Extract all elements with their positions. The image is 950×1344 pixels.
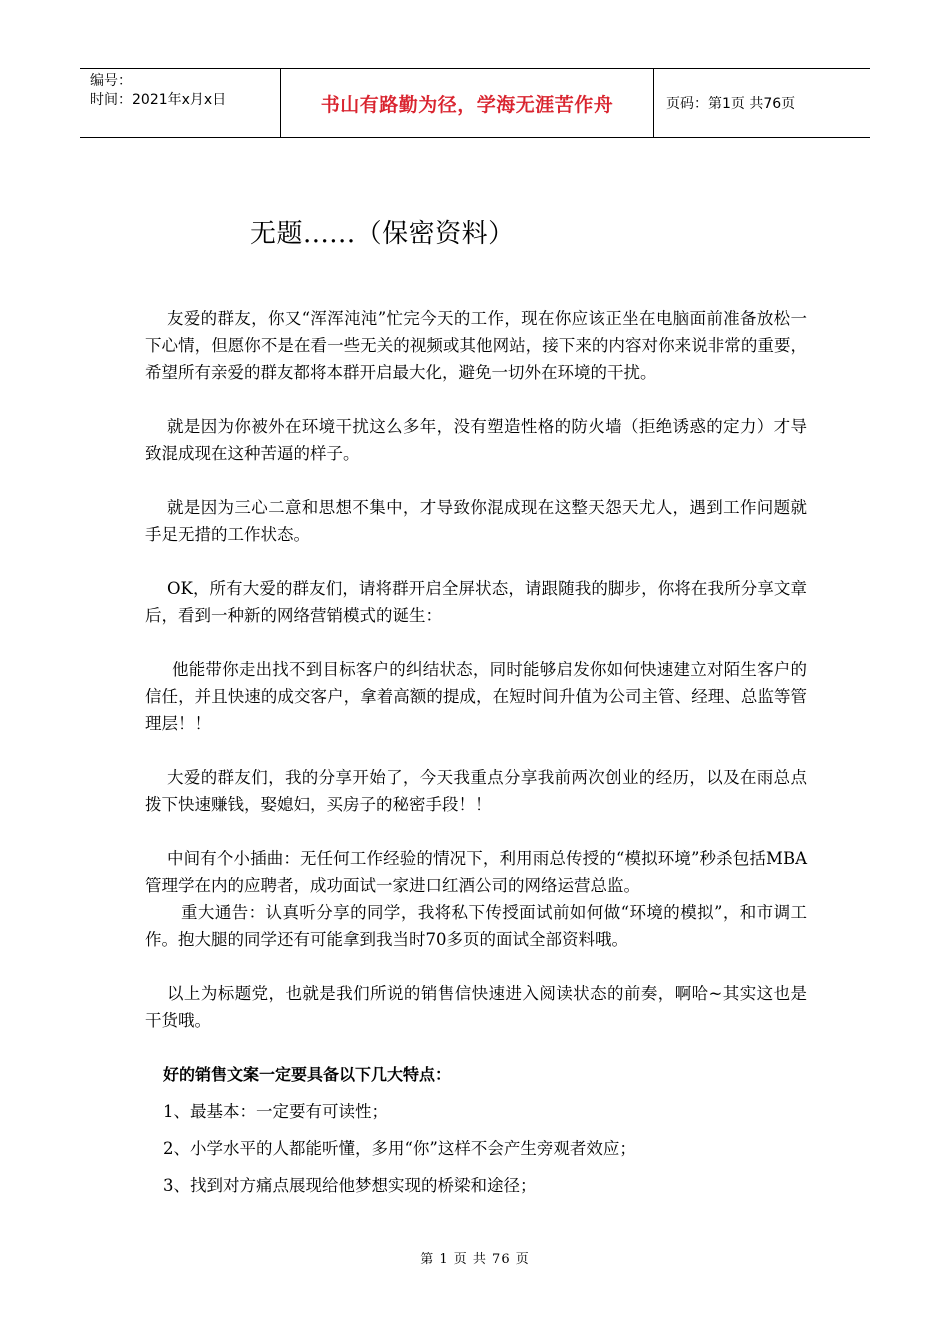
paragraph: 就是因为你被外在环境干扰这么多年，没有塑造性格的防火墙（拒绝诱惑的定力）才导致混成现在这种苦逼的样子。 [145, 417, 807, 463]
section-heading: 好的销售文案一定要具备以下几大特点： [163, 1065, 452, 1084]
list-item: 1、最基本：一定要有可读性； [163, 1102, 388, 1121]
list-item: 2、小学水平的人都能听懂，多用“你”这样不会产生旁观者效应； [163, 1139, 636, 1158]
time-label: 时间：2021年x月x日 [90, 92, 227, 108]
paragraph: 他能带你走出找不到目标客户的纠结状态，同时能够启发你如何快速建立对陌生客户的信任，并且快速的成交客户，拿着高额的提成，在短时间升值为公司主管、经理、总监等管理层！！ [145, 660, 807, 733]
document-title: 无题......（保密资料） [250, 219, 515, 249]
number-label: 编号： [90, 73, 132, 89]
paragraph: 就是因为三心二意和思想不集中，才导致你混成现在这整天怨天尤人，遇到工作问题就手足无措的工作状态。 [145, 498, 807, 544]
header-meta [80, 69, 281, 137]
paragraph: 重大通告：认真听分享的同学，我将私下传授面试前如何做“环境的模拟”，和市调工作。抱大腿的同学还有可能拿到我当时70多页的面试全部资料哦。 [145, 903, 807, 949]
paragraph: 中间有个小插曲：无任何工作经验的情况下，利用雨总传授的“模拟环境”秒杀包括MBA管理学在内的应聘者，成功面试一家进口红酒公司的网络运营总监。 [145, 849, 807, 895]
list-item: 3、找到对方痛点展现给他梦想实现的桥梁和途径； [163, 1176, 537, 1195]
header-motto: 书山有路勤为径，学海无涯苦作舟 [281, 69, 654, 137]
paragraph: 友爱的群友，你又“浑浑沌沌”忙完今天的工作，现在你应该正坐在电脑面前准备放松一下心情，但愿你不是在看一些无关的视频或其他网站，接下来的内容对你来说非常的重要，希望所有亲爱的群友都将本群开启最大化，避免一切外在环境的干扰。 [145, 309, 807, 382]
page-footer: 第 1 页 共 76 页 [420, 1252, 530, 1267]
paragraph: OK，所有大爱的群友们，请将群开启全屏状态，请跟随我的脚步，你将在我所分享文章后，看到一种新的网络营销模式的诞生： [145, 579, 807, 625]
document-body [145, 305, 807, 1199]
page-header [80, 68, 870, 138]
header-page-info: 页码：第1页 共76页 [666, 96, 796, 112]
paragraph: 大爱的群友们，我的分享开始了，今天我重点分享我前两次创业的经历，以及在雨总点拨下快速赚钱，娶媳妇，买房子的秘密手段！！ [145, 768, 807, 814]
paragraph: 以上为标题党，也就是我们所说的销售信快速进入阅读状态的前奏，啊哈~其实这也是干货哦。 [145, 984, 807, 1030]
